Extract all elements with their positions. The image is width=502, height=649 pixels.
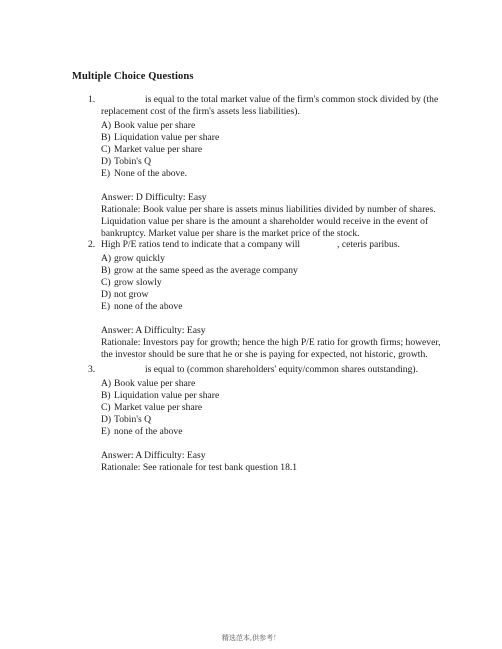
option-a (101, 253, 468, 265)
option-text: Market value per share (114, 144, 203, 155)
option-letter: A) (101, 378, 112, 389)
option-letter: C) (101, 144, 111, 155)
option-letter: A) (101, 253, 112, 264)
option-text: Tobin's Q (114, 414, 152, 425)
option-text: grow slowly (114, 277, 162, 288)
option-letter: B) (101, 265, 111, 276)
option-b (101, 390, 468, 402)
rationale-line: Rationale: Book value per share is assets minus liabilities divided by number of shares. (101, 204, 436, 215)
answer-line: Answer: A Difficulty: Easy (101, 450, 206, 461)
option-letter: D) (101, 156, 112, 167)
option-text: Book value per share (114, 120, 196, 131)
rationale-line: Liquidation value per share is the amount a shareholder would receive in the event of (101, 216, 429, 227)
option-c (101, 277, 468, 289)
option-letter: C) (101, 402, 111, 413)
rationale-line: Rationale: See rationale for test bank question 18.1 (101, 462, 298, 473)
option-a (101, 378, 468, 390)
page-footer: 精选范本,供参考！ (221, 634, 281, 642)
option-d (101, 156, 468, 168)
option-text: grow at the same speed as the average company (114, 265, 298, 276)
option-c (101, 144, 468, 156)
option-text: Liquidation value per share (114, 390, 220, 401)
question-text: is equal to (common shareholders' equity/common shares outstanding). (145, 364, 418, 375)
option-letter: D) (101, 289, 112, 300)
options-list (88, 378, 468, 438)
option-text: None of the above. (114, 168, 187, 179)
answer-line: Answer: A Difficulty: Easy (101, 325, 206, 336)
option-text: Tobin's Q (114, 156, 152, 167)
question-number: 2. (88, 239, 96, 250)
section-heading: Multiple Choice Questions (72, 71, 194, 82)
option-b (101, 132, 468, 144)
option-a (101, 120, 468, 132)
rationale-line: Rationale: Investors pay for growth; hence the high P/E ratio for growth firms; however, (101, 337, 441, 348)
question-2 (88, 239, 468, 361)
answer-line: Answer: D Difficulty: Easy (101, 192, 207, 203)
option-text: grow quickly (114, 253, 165, 264)
option-e (101, 426, 468, 438)
option-e (101, 168, 468, 180)
option-c (101, 402, 468, 414)
option-letter: C) (101, 277, 111, 288)
option-text: Market value per share (114, 402, 203, 413)
option-letter: D) (101, 414, 112, 425)
option-letter: B) (101, 132, 111, 143)
rationale-line: bankruptcy. Market value per share is the market price of the stock. (101, 228, 360, 239)
option-letter: E) (101, 426, 111, 437)
question-text-end: , ceteris paribus. (337, 239, 400, 250)
option-letter: E) (101, 301, 111, 312)
option-e (101, 301, 468, 313)
rationale-line: the investor should be sure that he or she is paying for expected, not historic, growth. (101, 349, 428, 360)
option-letter: B) (101, 390, 111, 401)
option-d (101, 414, 468, 426)
question-text: is equal to the total market value of the firm's common stock divided by (the (145, 94, 439, 105)
options-list (88, 120, 468, 180)
option-text: none of the above (114, 301, 183, 312)
question-number: 3. (88, 364, 96, 375)
option-d (101, 289, 468, 301)
option-b (101, 265, 468, 277)
question-text-continued: replacement cost of the firm's assets less liabilities). (101, 106, 300, 117)
question-number: 1. (88, 94, 96, 105)
option-text: Book value per share (114, 378, 196, 389)
option-letter: A) (101, 120, 112, 131)
option-letter: E) (101, 168, 111, 179)
option-text: Liquidation value per share (114, 132, 220, 143)
options-list (88, 253, 468, 313)
question-3 (88, 364, 468, 474)
option-text: none of the above (114, 426, 183, 437)
question-1 (88, 94, 468, 240)
option-text: not grow (114, 289, 149, 300)
question-text: High P/E ratios tend to indicate that a company will (101, 239, 301, 250)
